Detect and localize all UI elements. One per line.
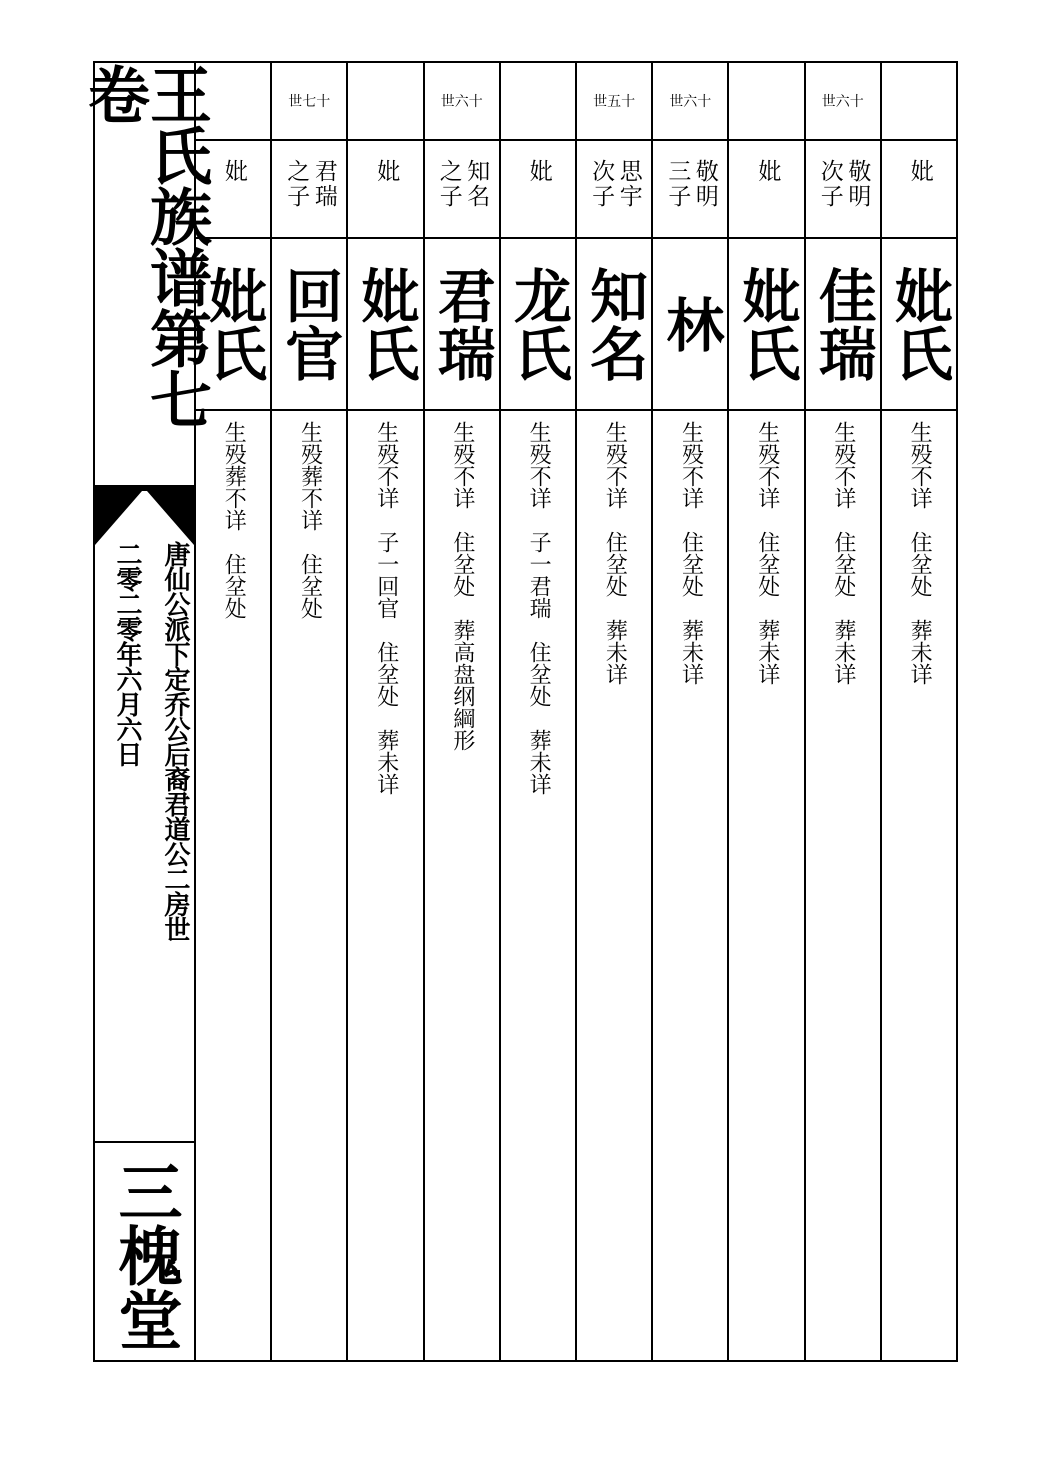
member-note: 生殁葬不详 住坌处 [221,421,247,619]
member-name: 佳瑞 [808,266,877,382]
hall-name: 三槐堂 [107,1158,183,1351]
generation-label [882,63,956,141]
relation-label: 妣 [754,159,781,184]
title-panel [77,63,213,1360]
relation-label: 敬明三子 [664,159,718,209]
branch-lineage-text: 唐仙公派下定乔公后裔君道公二房世 [160,541,190,941]
member-note: 生殁不详 子一回官 住坌处 葬未详 [373,421,399,795]
generation-label [348,63,422,141]
relation-label: 妣 [220,159,247,184]
generation-label: 世七十 [272,63,346,141]
member-column [577,63,653,1360]
member-note: 生殁不详 住坌处 葬高盘纲綱形 [449,421,475,751]
generation-label: 世六十 [806,63,880,141]
relation-label: 敬明次子 [816,159,871,209]
member-name: 龙氏 [503,266,572,382]
member-note: 生殁不详 住坌处 葬未详 [602,421,628,685]
member-column [806,63,882,1360]
generation-label: 世六十 [425,63,499,141]
relation-label: 君瑞之子 [283,159,337,209]
member-column [501,63,577,1360]
member-note: 生殁不详 住坌处 葬未详 [754,421,780,685]
member-note: 生殁葬不详 住坌处 [297,421,323,619]
generation-label [501,63,575,141]
member-grid [196,63,956,1360]
relation-label: 妣 [525,159,552,184]
member-name: 妣氏 [351,266,420,382]
date-text: 二零二零年六月六日 [112,541,142,766]
genealogy-page [77,61,958,1362]
hall-divider [95,1141,194,1143]
member-note: 生殁不详 住坌处 葬未详 [907,421,933,685]
member-name: 知名 [580,266,649,382]
member-column [729,63,805,1360]
member-column [425,63,501,1360]
relation-label: 知名之子 [435,159,490,209]
member-note: 生殁不详 子一君瑞 住坌处 葬未详 [526,421,552,795]
member-note: 生殁不详 住坌处 葬未详 [830,421,856,685]
relation-label: 妣 [906,159,933,184]
member-column [196,63,272,1360]
generation-label: 世五十 [577,63,651,141]
generation-label [196,63,270,141]
fishtail-mark [95,485,194,545]
member-column [272,63,348,1360]
member-column [348,63,424,1360]
member-name: 君瑞 [427,266,496,382]
relation-label: 思宇次子 [588,159,642,209]
relation-label: 妣 [373,159,400,184]
member-column [653,63,729,1360]
book-title: 王氏族谱第七卷 [77,63,213,429]
member-name: 回官 [275,266,344,382]
member-name: 妣氏 [884,266,953,382]
member-name: 林 [656,295,725,353]
generation-label: 世六十 [653,63,727,141]
member-note: 生殁不详 住坌处 葬未详 [678,421,704,685]
generation-label [729,63,803,141]
member-name: 妣氏 [199,266,268,382]
member-name: 妣氏 [732,266,801,382]
member-column [882,63,956,1360]
